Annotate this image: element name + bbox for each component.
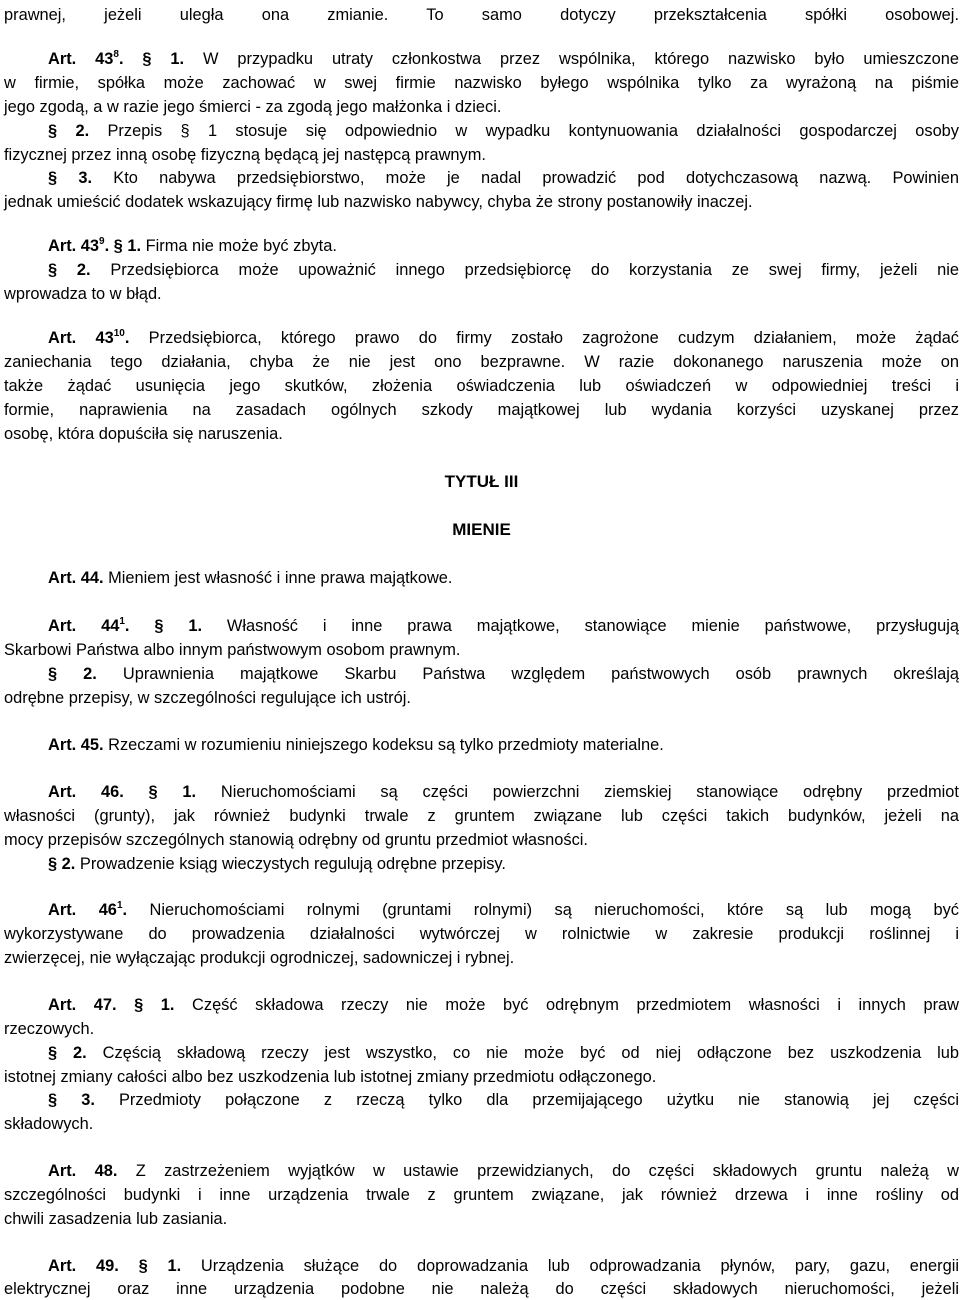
article-44-1-para-1: Art. $44^1$. § 1. Własność i inne prawa majątkowe, stanowiące mienie państwowe, przysługują	[48, 616, 960, 635]
text-line: rzeczowych.	[4, 1020, 95, 1038]
article-47-para-1: Art. 47. § 1. Część składowa rzeczy nie może być odrębnym przedmiotem własności i innych praw	[48, 996, 959, 1014]
paragraph-label: § 2.	[48, 261, 91, 279]
text-line: Skarbowi Państwa albo innym państwowym osobom prawnym.	[4, 641, 461, 659]
article-44: Art. 44. Mieniem jest własność i inne prawa majątkowe.	[48, 569, 453, 587]
article-label: Art. 46.	[48, 783, 124, 801]
article-label: Art. $43^8$. § 1.	[48, 49, 185, 68]
article-label: Art. 49.	[48, 1257, 119, 1275]
text-line: prawnej, jeżeli uległa ona zmianie. To samo dotyczy przekształcenia spółki osobowej.	[4, 6, 959, 24]
text-line: jednak umieścić dodatek wskazujący firmę lub nazwisko nabywcy, chyba że strony postanowiły inaczej.	[4, 193, 753, 211]
text-line: wprowadza to w błąd.	[4, 285, 162, 303]
article-label: Art. $44^1$. § 1.	[48, 616, 203, 635]
paragraph-label: § 3.	[48, 169, 93, 187]
text-line: zwierzęcej, nie wyłączając produkcji ogrodniczej, sadowniczej i rybnej.	[4, 949, 515, 967]
article-43-10: Art. $43^{10}$. Przedsiębiorca, którego prawo do firmy zostało zagrożone cudzym działaniem, może żądać	[48, 328, 960, 347]
title-heading: TYTUŁ III	[444, 472, 519, 491]
article-label: Art. $43^{10}$.	[48, 328, 130, 347]
text-line: jego zgodą, a w razie jego śmierci - za zgodą jego małżonka i dzieci.	[4, 98, 502, 116]
paragraph-label: § 1.	[138, 1257, 182, 1275]
paragraph-label: § 2.	[48, 1044, 87, 1062]
article-44-1-para-2: § 2. Uprawnienia majątkowe Skarbu Państwa względem państwowych osób prawnych określają	[48, 665, 960, 683]
text-line: odrębne przepisy, w szczególności regulujące ich ustrój.	[4, 689, 411, 707]
text-line: mocy przepisów szczególnych stanowią odrębny od gruntu przedmiot własności.	[4, 831, 588, 849]
text-line: własności (grunty), jak również budynki trwale z gruntem związane lub części takich budynków, jeżeli na	[4, 807, 959, 825]
article-46-para-1: Art. 46. § 1. Nieruchomościami są części powierzchni ziemskiej stanowiące odrębny przedmiot	[48, 783, 959, 801]
text-line: wykorzystywane do prowadzenia działalności wytwórczej w rolnictwie w zakresie produkcji roślinnej i	[4, 925, 959, 943]
article-43-9-para-1: Art. $43^9$. § 1. Firma nie może być zbyta.	[48, 236, 337, 255]
article-48: Art. 48. Z zastrzeżeniem wyjątków w ustawie przewidzianych, do części składowych gruntu należą w	[48, 1162, 959, 1180]
article-43-8-para-2: § 2. Przepis § 1 stosuje się odpowiednio w wypadku kontynuowania działalności gospodarczej osoby	[48, 122, 959, 140]
subtitle-heading: MIENIE	[452, 520, 511, 539]
text-line: formie, naprawienia na zasadach ogólnych szkody majątkowej lub wydania korzyści uzyskanej przez	[4, 401, 959, 419]
article-label: Art. 48.	[48, 1162, 118, 1180]
text-line: także żądać usunięcia jego skutków, złożenia oświadczenia lub oświadczeń w odpowiedniej treści i	[4, 377, 959, 395]
article-43-8-para-1: Art. $43^8$. § 1. W przypadku utraty członkostwa przez wspólnika, którego nazwisko było umieszczone	[48, 49, 960, 68]
article-43-8-para-3: § 3. Kto nabywa przedsiębiorstwo, może je nadal prowadzić pod dotychczasową nazwą. Powinien	[48, 169, 959, 187]
article-label: Art. 44.	[48, 569, 104, 587]
article-label: Art. $43^9$. § 1.	[48, 236, 142, 255]
article-label: Art. $46^1$.	[48, 900, 128, 919]
article-47-para-3: § 3. Przedmioty połączone z rzeczą tylko dla przemijającego użytku nie stanowią jej części	[48, 1091, 959, 1109]
article-label: Art. 45.	[48, 736, 104, 754]
text-line: fizycznej przez inną osobę fizyczną będącą jej następcą prawnym.	[4, 146, 486, 164]
paragraph-label: § 2.	[48, 122, 90, 140]
text-line: osobę, która dopuściła się naruszenia.	[4, 425, 283, 443]
paragraph-label: § 1.	[134, 996, 175, 1014]
text-line: chwili zasadzenia lub zasiania.	[4, 1210, 228, 1228]
paragraph-label: § 2.	[48, 855, 76, 873]
text-line: istotnej zmiany całości albo bez uszkodzenia lub istotnej zmiany przedmiotu odłączonego.	[4, 1068, 657, 1086]
article-label: Art. 47.	[48, 996, 117, 1014]
article-45: Art. 45. Rzeczami w rozumieniu niniejszego kodeksu są tylko przedmioty materialne.	[48, 736, 664, 754]
paragraph-label: § 3.	[48, 1091, 95, 1109]
text-line: elektrycznej oraz inne urządzenia podobne nie należą do części składowych nieruchomości, jeżeli	[4, 1280, 959, 1298]
text-line: zaniechania tego działania, chyba że nie jest ono bezprawne. W razie dokonanego naruszenia może on	[4, 353, 959, 371]
article-47-para-2: § 2. Częścią składową rzeczy jest wszystko, co nie może być od niej odłączone bez uszkodzenia lub	[48, 1044, 959, 1062]
paragraph-label: § 2.	[48, 665, 97, 683]
text-line: składowych.	[4, 1115, 94, 1133]
text-line: szczególności budynki i inne urządzenia trwale z gruntem związane, jak również drzewa i inne rośliny od	[4, 1186, 959, 1204]
article-46-para-2: § 2. Prowadzenie ksiąg wieczystych regulują odrębne przepisy.	[48, 855, 506, 873]
article-49-para-1: Art. 49. § 1. Urządzenia służące do doprowadzania lub odprowadzania płynów, pary, gazu, energii	[48, 1257, 959, 1275]
article-43-9-para-2: § 2. Przedsiębiorca może upoważnić innego przedsiębiorcę do korzystania ze swej firmy, jeżeli nie	[48, 261, 959, 279]
paragraph-label: § 1.	[148, 783, 197, 801]
article-46-1: Art. $46^1$. Nieruchomościami rolnymi (gruntami rolnymi) są nieruchomości, które są lub mogą być	[48, 900, 959, 919]
text-line: w firmie, spółka może zachować w swej firmie nazwisko byłego wspólnika tylko za wyrażoną na piśmie	[4, 74, 959, 92]
